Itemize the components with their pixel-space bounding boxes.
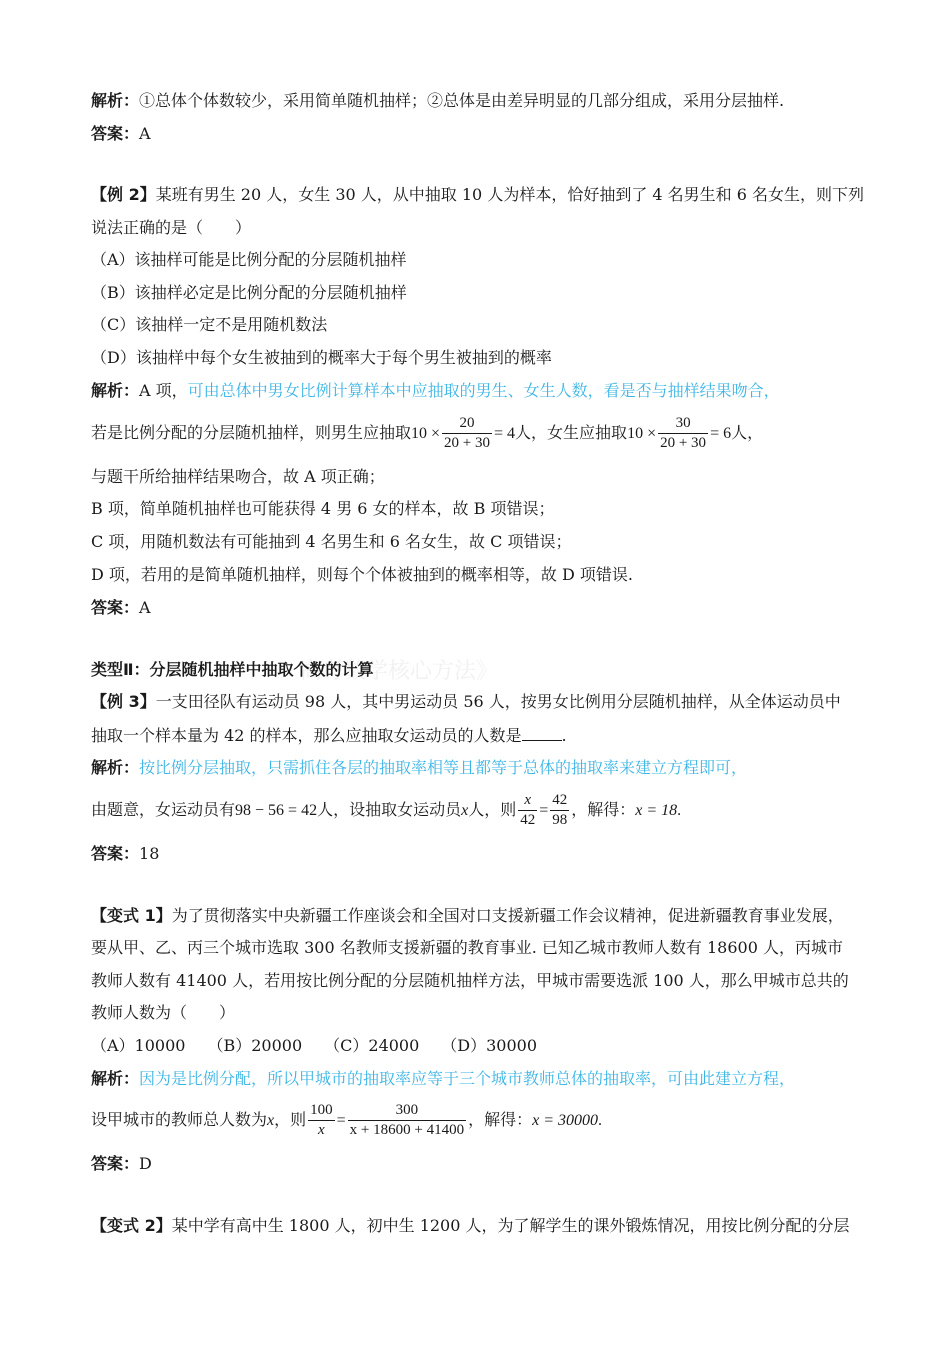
calc-end: .	[677, 802, 682, 819]
calc-fraction-left	[518, 791, 537, 830]
var1-stem-line-1	[91, 905, 844, 927]
ex2-analysis	[91, 380, 780, 402]
ex2-stem-line-2: 说法正确的是（ ）	[91, 218, 252, 237]
ex2-option-d: （D）该抽样中每个女生被抽到的概率大于每个男生被抽到的概率	[91, 348, 552, 367]
fraction-denominator: x	[308, 1120, 335, 1140]
ex2-line-d: D 项，若用的是简单随机抽样，则每个个体被抽到的概率相等，故 D 项错误.	[91, 565, 634, 584]
ex2-line-b: B 项，简单随机抽样也可能获得 4 男 6 女的样本，故 B 项错误；	[91, 499, 555, 518]
var1-stem-line-2: 要从甲、乙、丙三个城市选取 300 名教师支援新疆的教育事业. 已知乙城市教师人数有 18600 人，丙城市	[91, 938, 843, 957]
calc-fraction-right	[550, 791, 569, 830]
stem-text: 抽取一个样本量为 42 的样本，那么应抽取女运动员的人数是	[91, 726, 522, 745]
analysis-hint: 可由总体中男女比例计算样本中应抽取的男生、女生人数，看是否与抽样结果吻合，	[187, 381, 780, 400]
equals-sign: =	[539, 802, 549, 819]
fraction-numerator: x	[524, 792, 532, 808]
analysis-label: 解析：	[91, 1069, 140, 1088]
stem-text: 为了贯彻落实中央新疆工作座谈会和全国对口支援新疆工作会议精神，促进新疆教育事业发展，	[171, 906, 844, 925]
var1-stem-line-4: 教师人数为（ ）	[91, 1003, 236, 1022]
option-a: （A）10000	[91, 1036, 186, 1055]
calc-fraction-right	[348, 1101, 466, 1140]
calc-male-fraction	[442, 414, 492, 453]
analysis-hint: 因为是比例分配，所以甲城市的抽取率应等于三个城市教师总体的抽取率，可由此建立方程，	[139, 1069, 796, 1088]
calc-female-result: = 6	[710, 425, 732, 442]
watermark: 高考数学核心方法》	[300, 659, 499, 684]
calc-text-2: 人，设抽取女运动员	[317, 800, 462, 819]
calc-female-fraction	[658, 414, 708, 453]
ex2-stem-line-1	[91, 184, 864, 206]
calc-text-3: 人，则	[468, 800, 517, 819]
stem-text: 某班有男生 20 人，女生 30 人，从中抽取 10 人为样本，恰好抽到了 4 名男生和 6 名女生，则下列	[155, 185, 865, 204]
analysis-hint: 按比例分层抽取，只需抓住各层的抽取率相等且都等于总体的抽取率来建立方程即可，	[139, 758, 748, 777]
calc-text-1: 若是比例分配的分层随机抽样，则男生应抽取	[91, 423, 412, 442]
example-tag: 【例 3】	[91, 692, 156, 711]
ex3-calc-line	[91, 790, 681, 831]
ex2-line-c: C 项，用随机数法有可能抽到 4 名男生和 6 名女生，故 C 项错误；	[91, 532, 572, 551]
stem-text: 某中学有高中生 1800 人，初中生 1200 人，为了解学生的课外锻炼情况，用按比例分配的分层	[171, 1216, 850, 1235]
fraction-denominator: x + 18600 + 41400	[349, 1122, 465, 1138]
fraction-denominator: 20 + 30	[444, 435, 491, 451]
ex2-option-b: （B）该抽样必定是比例分配的分层随机抽样	[91, 283, 407, 302]
variant-tag: 【变式 1】	[91, 906, 172, 925]
calc-text-3: ，解得：	[468, 1110, 533, 1129]
ex2-option-a: （A）该抽样可能是比例分配的分层随机抽样	[91, 250, 407, 269]
stem-end: .	[561, 726, 567, 745]
fraction-numerator: 42	[552, 792, 568, 808]
answer-value: D	[139, 1154, 152, 1173]
calc-text-2: 人，女生应抽取	[515, 423, 628, 442]
calc-female-coef: 10 ×	[627, 425, 657, 442]
ex1-analysis	[91, 90, 784, 112]
option-c: （C）24000	[324, 1036, 420, 1055]
var1-stem-line-3: 教师人数有 41400 人，若用按比例分配的分层随机抽样方法，甲城市需要选派 100 人，那么甲城市总共的	[91, 971, 849, 990]
answer-label: 答案：	[91, 124, 140, 143]
answer-label: 答案：	[91, 1154, 140, 1173]
ex3-stem-line-2	[91, 724, 567, 747]
analysis-text: ①总体个体数较少，采用简单随机抽样；②总体是由差异明显的几部分组成，采用分层抽样.	[139, 91, 785, 110]
analysis-prefix: A 项，	[139, 381, 188, 400]
analysis-label: 解析：	[91, 381, 140, 400]
calc-variable: x	[461, 802, 469, 819]
calc-end: .	[598, 1112, 603, 1129]
ex3-analysis	[91, 757, 747, 779]
option-d: （D）30000	[441, 1036, 538, 1055]
answer-label: 答案：	[91, 598, 140, 617]
variant-tag: 【变式 2】	[91, 1216, 172, 1235]
stem-text: 一支田径队有运动员 98 人，其中男运动员 56 人，按男女比例用分层随机抽样，从全体运动员中	[155, 692, 841, 711]
fraction-numerator: 30	[675, 415, 691, 431]
var2-stem-line-1	[91, 1215, 850, 1237]
equals-sign: =	[336, 1112, 346, 1129]
ex3-answer	[91, 843, 159, 865]
ex2-line-a: 与题干所给抽样结果吻合，故 A 项正确；	[91, 467, 385, 486]
calc-expression: 98 − 56 = 42	[235, 802, 318, 819]
ex3-stem-line-1	[91, 691, 841, 713]
calc-text-1: 由题意，女运动员有	[91, 800, 236, 819]
var1-analysis	[91, 1068, 795, 1090]
calc-fraction-left	[308, 1101, 335, 1140]
answer-value: A	[139, 598, 151, 617]
ex2-option-c: （C）该抽样一定不是用随机数法	[91, 315, 328, 334]
fraction-numerator: 20	[459, 415, 475, 431]
ex2-answer	[91, 597, 151, 619]
option-b: （B）20000	[207, 1036, 303, 1055]
section-heading: 类型Ⅱ：分层随机抽样中抽取个数的计算	[91, 660, 374, 679]
calc-variable: x	[267, 1112, 275, 1129]
answer-value: A	[139, 124, 151, 143]
calc-solution: x = 18	[635, 802, 678, 819]
calc-male-coef: 10 ×	[411, 425, 441, 442]
calc-male-result: = 4	[494, 425, 516, 442]
calc-text-2: ，则	[274, 1110, 307, 1129]
answer-blank	[522, 724, 562, 741]
fraction-numerator: 100	[310, 1102, 333, 1118]
analysis-label: 解析：	[91, 758, 140, 777]
fraction-denominator: 42	[520, 812, 536, 828]
fraction-numerator: 300	[395, 1102, 419, 1118]
ex1-answer	[91, 123, 151, 145]
analysis-label: 解析：	[91, 91, 140, 110]
calc-text-3: 人，	[731, 423, 764, 442]
var1-answer	[91, 1153, 152, 1175]
ex2-calc-line	[91, 414, 763, 453]
example-tag: 【例 2】	[91, 185, 156, 204]
calc-text-4: ，解得：	[571, 800, 636, 819]
calc-text-1: 设甲城市的教师总人数为	[91, 1110, 268, 1129]
fraction-denominator: 98	[552, 812, 568, 828]
answer-value: 18	[139, 844, 160, 863]
var1-calc-line	[91, 1100, 602, 1141]
calc-solution: x = 30000	[532, 1112, 599, 1129]
fraction-denominator: 20 + 30	[660, 435, 707, 451]
var1-options	[91, 1035, 537, 1057]
answer-label: 答案：	[91, 844, 140, 863]
